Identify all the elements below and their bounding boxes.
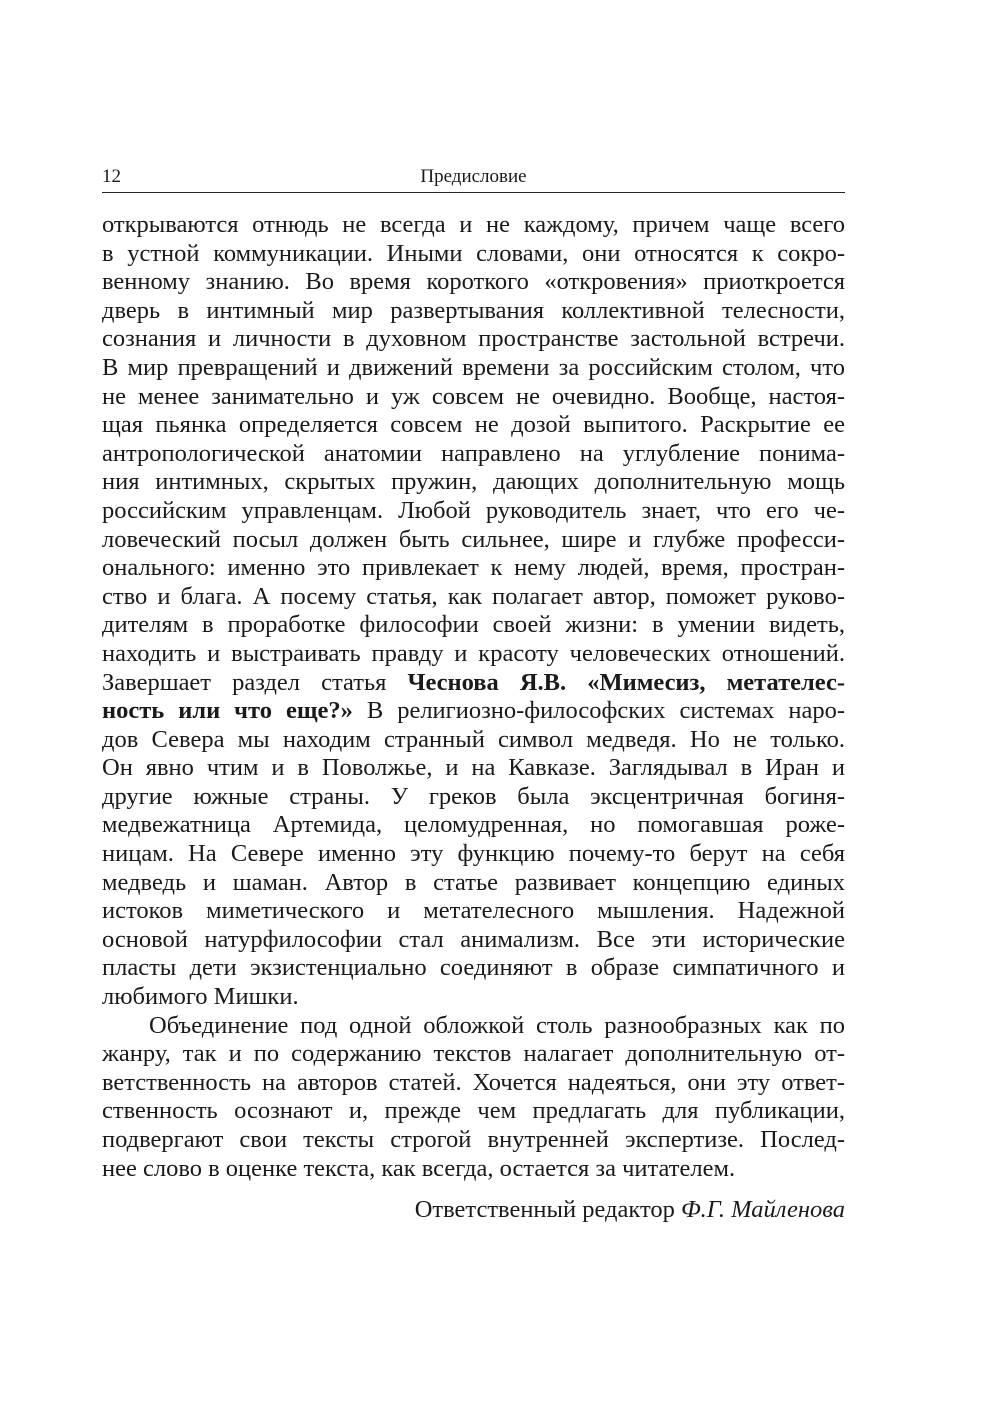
text-line: дителям в проработке философии своей жизни: в умении видеть, [102, 611, 845, 639]
text-line-with-citation [102, 669, 845, 698]
text-line: щая пьянка определяется совсем не дозой выпитого. Раскрытие ее [102, 411, 845, 439]
text-line: ветственность на авторов статей. Хочется надеяться, они эту ответ- [102, 1068, 845, 1096]
cited-article-title: Чеснова Я.В. «Мимесиз, метателес- [407, 668, 845, 696]
text-line: истоков миметического и метателесного мышления. Надежной [102, 897, 845, 925]
line-rest: В религиозно-философских системах наро- [352, 697, 846, 725]
text-line: Он явно чтим и в Поволжье, и на Кавказе. Заглядывал в Иран и [102, 754, 845, 782]
text-line: любимого Мишки. [102, 983, 299, 1011]
cited-article-title-end: ность или что еще?» [102, 697, 353, 725]
text-line: венному знанию. Во время короткого «откровения» приоткроется [102, 268, 845, 296]
paragraph-2 [102, 1012, 845, 1184]
text-line: российским управленцам. Любой руководитель знает, что его че- [102, 496, 845, 524]
editor-name: Ф.Г. Майленова [680, 1196, 845, 1223]
text-line: ство и блага. А посему статья, как полагает автор, поможет руково- [102, 582, 845, 610]
text-line: находить и выстраивать правду и красоту человеческих отношений. [102, 639, 845, 667]
text-line: медвежатница Артемида, целомудренная, но помогавшая роже- [102, 811, 845, 839]
page-number: 12 [102, 166, 121, 187]
text-line: ловеческий посыл должен быть сильнее, шире и глубже професси- [102, 525, 845, 553]
paragraph-1 [102, 211, 845, 1012]
text-line: ницам. На Севере именно эту функцию почему-то берут на себя [102, 840, 845, 868]
text-line: Объединение под одной обложкой столь разнообразных как по [149, 1011, 845, 1039]
text-line: антропологической анатомии направлено на углубление понима- [102, 439, 845, 467]
text-line-with-citation [102, 697, 845, 726]
text-line: В мир превращений и движений времени за российским столом, что [102, 353, 845, 381]
text-line: другие южные страны. У греков была эксцентричная богиня- [102, 782, 845, 810]
text-line: пласты дети экзистенциально соединяют в образе симпатичного и [102, 954, 845, 982]
section-title: Предисловие [420, 166, 527, 187]
text-line: нее слово в оценке текста, как всегда, остается за читателем. [102, 1154, 736, 1182]
text-line: в устной коммуникации. Иными словами, они относятся к сокро- [102, 239, 845, 267]
text-line: основой натурфилософии стал анимализм. Все эти исторические [102, 925, 845, 953]
text-line: подвергают свои тексты строгой внутренней экспертизе. Послед- [102, 1126, 845, 1153]
editor-signature [415, 1196, 845, 1225]
text-line: ственность осознают и, прежде чем предлагать для публикации, [102, 1097, 845, 1125]
line-prefix: Завершает раздел статья [102, 668, 408, 696]
text-line: онального: именно это привлекает к нему людей, время, простран- [102, 554, 845, 582]
text-line: дов Севера мы находим странный символ медведя. Но не только. [102, 725, 845, 753]
text-line: не менее занимательно и уж совсем не очевидно. Вообще, настоя- [102, 382, 845, 410]
running-head [102, 164, 845, 193]
body-text [102, 211, 845, 1183]
text-line: сознания и личности в духовном пространстве застольной встречи. [102, 325, 845, 353]
text-line: ния интимных, скрытых пружин, дающих дополнительную мощь [102, 468, 845, 496]
text-line: дверь в интимный мир развертывания коллективной телесности, [102, 296, 845, 324]
editor-role: Ответственный редактор [414, 1196, 681, 1223]
text-line: жанру, так и по содержанию текстов налагает дополнительную от- [102, 1040, 845, 1068]
text-line: медведь и шаман. Автор в статье развивает концепцию единых [102, 868, 845, 896]
text-line: открываются отнюдь не всегда и не каждому, причем чаще всего [102, 211, 845, 238]
